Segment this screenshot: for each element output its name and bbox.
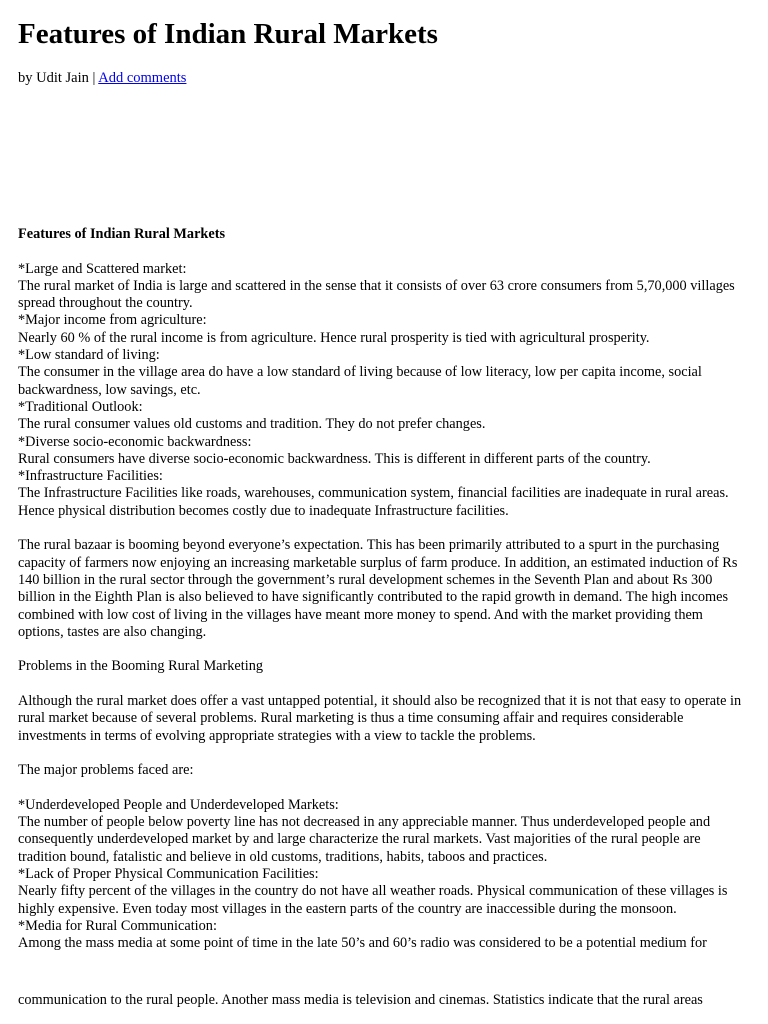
problem-head: *Media for Rural Communication: xyxy=(18,917,217,934)
feature-head: *Major income from agriculture: xyxy=(18,312,207,329)
byline xyxy=(18,69,186,87)
paragraph-bazaar: The rural bazaar is booming beyond everyone’s expectation. This has been primarily attributed to a spurt in the purchasing capacity of farmers now enjoying an increasing marketable surplus of farm produce. In addition, an estimated induction of Rs 140 billion in the rural sector through the government’s rural development schemes in the Seventh Plan and about Rs 300 billion in the Eighth Plan is also believed to have significantly contributed to the rapid growth in demand. The high incomes combined with low cost of living in the villages have meant more money to spend. And with the market providing them options, tastes are also changing. xyxy=(18,537,738,640)
byline-author: by Udit Jain | xyxy=(18,70,99,86)
section-heading: Features of Indian Rural Markets xyxy=(18,226,226,242)
feature-head: *Low standard of living: xyxy=(18,347,160,364)
feature-text: The Infrastructure Facilities like roads, warehouses, communication system, financial facilities are inadequate in rural areas. Hence physical distribution becomes costly due to inadequate Infrastructure facilities. xyxy=(18,485,729,519)
feature-text: The rural market of India is large and scattered in the sense that it consists of over 63 crore consumers from 5,70,000 villages spread throughout the country. xyxy=(18,277,735,312)
feature-head: *Infrastructure Facilities: xyxy=(18,468,163,485)
problem-head: *Underdeveloped People and Underdeveloped Markets: xyxy=(18,796,339,813)
problem-text: The number of people below poverty line has not decreased in any appreciable manner. Thus underdeveloped people and consequently underdeveloped market by and large characterize the rural markets. Vast majorities of the rural people are tradition bound, fatalistic and believe in old customs, traditions, habits, taboos and practices. xyxy=(18,814,711,865)
feature-text: The consumer in the village area do have a low standard of living because of low literacy, low per capita income, social backwardness, low savings, etc. xyxy=(18,364,702,398)
article-body xyxy=(18,226,752,1010)
problems-heading: Problems in the Booming Rural Marketing xyxy=(18,658,264,675)
page-title: Features of Indian Rural Markets xyxy=(18,18,438,50)
feature-head: *Diverse socio-economic backwardness: xyxy=(18,433,252,450)
add-comments-link[interactable]: Add comments xyxy=(98,70,187,86)
feature-text: Nearly 60 % of the rural income is from agriculture. Hence rural prosperity is tied with agricultural prosperity. xyxy=(18,329,650,346)
problem-text: Nearly fifty percent of the villages in the country do not have all weather roads. Physical communication of these villages is highly expensive. Even today most villages in the eastern parts of the country are inaccessible during the monsoon. xyxy=(18,883,728,917)
paragraph-problems: Although the rural market does offer a vast untapped potential, it should also be recognized that it is not that easy to operate in rural market because of several problems. Rural marketing is thus a time consuming affair and requires considerable investments in terms of evolving appropriate strategies with a view to tackle the problems. xyxy=(18,693,742,744)
continuation-text: communication to the rural people. Another mass media is television and cinemas. Statistics indicate that the rural areas xyxy=(18,992,703,1009)
feature-head: *Large and Scattered market: xyxy=(18,260,187,277)
feature-head: *Traditional Outlook: xyxy=(18,398,143,415)
problem-text: Among the mass media at some point of time in the late 50’s and 60’s radio was considered to be a potential medium for xyxy=(18,935,707,952)
feature-text: The rural consumer values old customs and tradition. They do not prefer changes. xyxy=(18,416,486,433)
major-problems-intro: The major problems faced are: xyxy=(18,762,194,779)
problem-head: *Lack of Proper Physical Communication Facilities: xyxy=(18,865,319,882)
feature-text: Rural consumers have diverse socio-economic backwardness. This is different in different parts of the country. xyxy=(18,450,651,467)
